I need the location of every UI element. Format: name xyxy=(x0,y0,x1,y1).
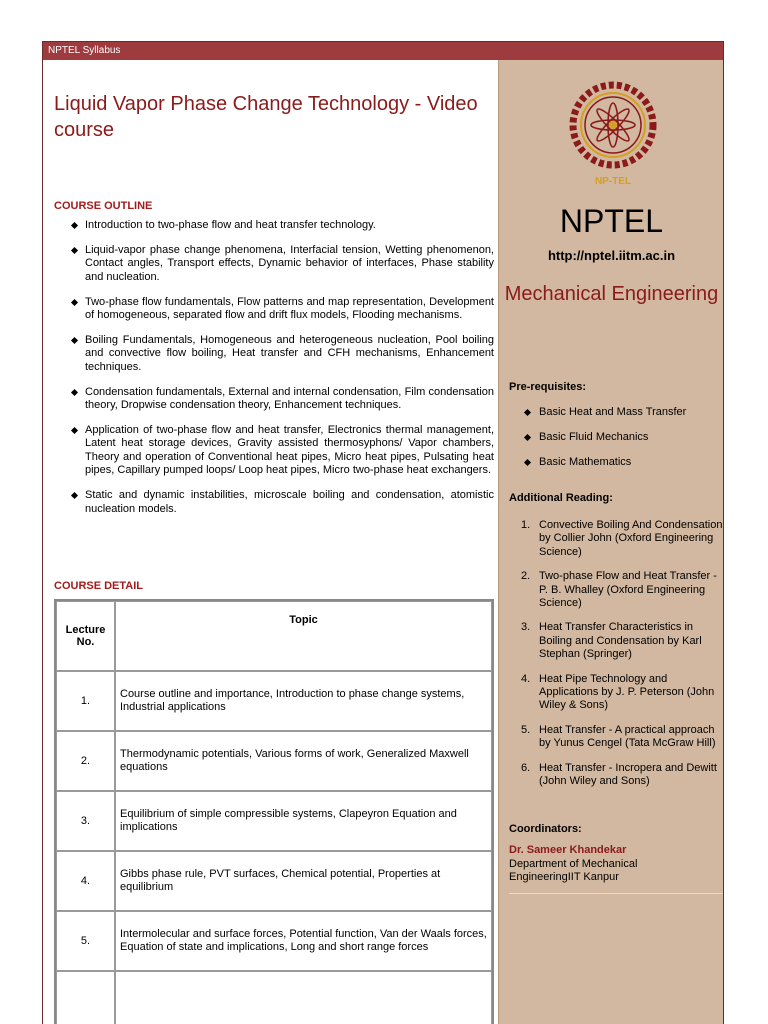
reading-text: Heat Transfer - Incropera and Dewitt (John Wiley and Sons) xyxy=(539,761,717,788)
course-detail-heading: COURSE DETAIL xyxy=(54,580,144,592)
course-detail-table xyxy=(54,599,494,1024)
list-item xyxy=(509,519,723,559)
item-number: 2. xyxy=(521,570,531,583)
reading-text: Heat Pipe Technology and Applications by J. P. Peterson (John Wiley & Sons) xyxy=(539,672,715,712)
list-item xyxy=(509,673,723,713)
prereq-list xyxy=(509,406,719,481)
course-outline-list xyxy=(54,219,494,527)
lecture-number: 4. xyxy=(56,851,115,911)
list-item: Application of two-phase flow and heat transfer, Electronics thermal management, Latent heat storage devices, Gravity assisted thermosyphons/ Vapor chambers, Theory and operation of Conventional heat pipes, Micro heat pipes, Pulsating heat pipes, Capillary pumped loops/ Loop heat pipes, Micro two-phase heat exchangers. xyxy=(54,424,494,478)
lecture-number xyxy=(56,971,115,1024)
lecture-topic: Thermodynamic potentials, Various forms of work, Generalized Maxwell equations xyxy=(115,731,492,791)
lecture-number: 2. xyxy=(56,731,115,791)
nptel-url[interactable]: http://nptel.iitm.ac.in xyxy=(547,248,676,263)
page-title: Liquid Vapor Phase Change Technology - Video course xyxy=(54,93,478,141)
lecture-topic xyxy=(115,971,492,1024)
course-outline-heading: COURSE OUTLINE xyxy=(54,200,153,212)
main-content xyxy=(43,60,498,1024)
prereq-heading: Pre-requisites: xyxy=(509,381,587,393)
table-row xyxy=(56,671,492,731)
nptel-brand: NPTEL xyxy=(559,203,664,239)
item-number: 6. xyxy=(521,761,531,774)
table-row xyxy=(56,911,492,971)
department-name: Mechanical Engineering xyxy=(504,283,719,305)
table-row xyxy=(56,731,492,791)
reading-text: Convective Boiling And Condensation by Collier John (Oxford Engineering Science) xyxy=(539,519,723,558)
item-number: 5. xyxy=(521,723,531,736)
lecture-topic: Course outline and importance, Introduction to phase change systems, Industrial applications xyxy=(115,671,492,731)
list-item: Two-phase flow fundamentals, Flow patterns and map representation, Development of homogeneous, separated flow and drift flux models, Flooding mechanisms. xyxy=(54,296,494,323)
lecture-number: 1. xyxy=(56,671,115,731)
item-number: 3. xyxy=(521,621,531,634)
reading-text: Two-phase Flow and Heat Transfer - P. B. Whalley (Oxford Engineering Science) xyxy=(539,570,717,610)
divider xyxy=(509,893,723,894)
col-topic-header: Topic xyxy=(115,601,492,671)
lecture-topic: Gibbs phase rule, PVT surfaces, Chemical potential, Properties at equilibrium xyxy=(115,851,492,911)
table-header-row xyxy=(56,601,492,671)
reading-text: Heat Transfer - A practical approach by Yunus Cengel (Tata McGraw Hill) xyxy=(539,723,716,750)
reading-heading: Additional Reading: xyxy=(509,492,613,504)
coordinator-department: Department of Mechanical EngineeringIIT Kanpur xyxy=(509,858,638,884)
table-row xyxy=(56,971,492,1024)
item-number: 1. xyxy=(521,519,531,531)
sidebar xyxy=(498,60,723,1024)
list-item: Static and dynamic instabilities, microscale boiling and condensation, atomistic nucleation models. xyxy=(54,489,494,516)
list-item xyxy=(509,621,723,661)
col-lecture-header: Lecture No. xyxy=(56,601,115,671)
table-row xyxy=(56,791,492,851)
page-frame xyxy=(42,41,724,1024)
lecture-topic: Intermolecular and surface forces, Potential function, Van der Waals forces, Equation of state and implications, Long and short range forces xyxy=(115,911,492,971)
coordinator-name: Dr. Sameer Khandekar xyxy=(509,844,627,856)
list-item: Basic Heat and Mass Transfer xyxy=(509,406,719,419)
item-number: 4. xyxy=(521,672,531,685)
lecture-topic: Equilibrium of simple compressible systems, Clapeyron Equation and implications xyxy=(115,791,492,851)
list-item: Boiling Fundamentals, Homogeneous and heterogeneous nucleation, Pool boiling and convective flow boiling, Heat transfer and CFH mechanisms, Enhancement techniques. xyxy=(54,334,494,374)
header-bar: NPTEL Syllabus xyxy=(43,42,723,60)
list-item: Basic Fluid Mechanics xyxy=(509,431,719,444)
nptel-logo xyxy=(563,80,663,190)
table-row xyxy=(56,851,492,911)
reading-text: Heat Transfer Characteristics in Boiling and Condensation by Karl Stephan (Springer) xyxy=(539,621,702,661)
reading-list xyxy=(509,519,723,800)
flower-icon xyxy=(591,103,635,147)
list-item: Introduction to two-phase flow and heat transfer technology. xyxy=(54,219,494,232)
list-item: Basic Mathematics xyxy=(509,456,719,469)
list-item xyxy=(509,724,723,751)
list-item xyxy=(509,762,723,789)
list-item xyxy=(509,570,723,610)
logo-text: NP-TEL xyxy=(594,176,632,187)
list-item: Liquid-vapor phase change phenomena, Interfacial tension, Wetting phenomenon, Contact angles, Transport effects, Dynamic behavior of interfaces, Phase stability and nucleation. xyxy=(54,244,494,284)
lecture-number: 5. xyxy=(56,911,115,971)
coordinators-heading: Coordinators: xyxy=(509,823,582,835)
list-item: Condensation fundamentals, External and internal condensation, Film condensation theory, Dropwise condensation theory, Enhancement techniques. xyxy=(54,386,494,413)
lecture-number: 3. xyxy=(56,791,115,851)
